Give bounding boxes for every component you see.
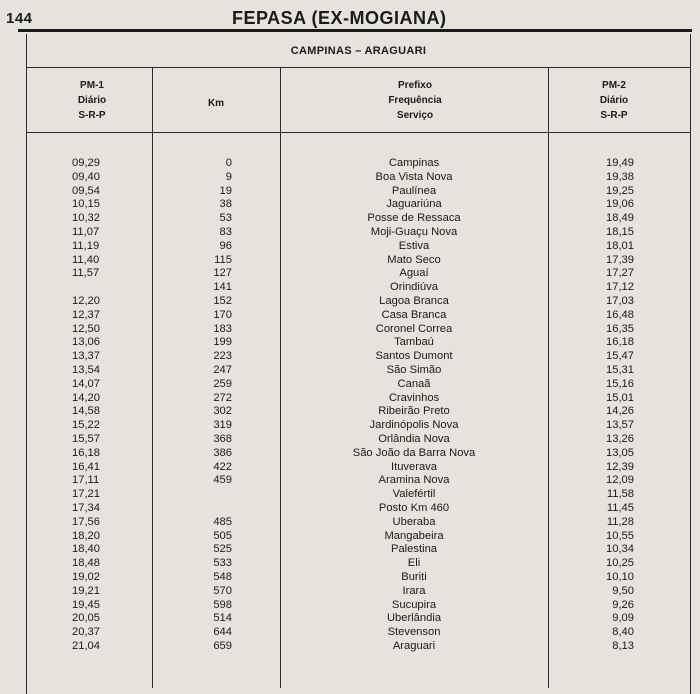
pm1-time-cell: 17,34: [72, 501, 100, 514]
pm1-time-cell: 14,20: [72, 391, 100, 404]
km-cell: 38: [219, 198, 232, 211]
pm2-time-cell: 10,55: [606, 529, 634, 542]
km-cell: 115: [214, 253, 232, 266]
pm1-time-cell: 18,48: [72, 557, 100, 570]
header-rule: [26, 132, 691, 133]
table-row: [0, 557, 700, 571]
km-cell: 368: [213, 432, 232, 445]
table-row: [0, 626, 700, 640]
pm1-time-cell: 16,41: [72, 460, 100, 473]
km-cell: 514: [213, 612, 232, 625]
pm1-time-cell: 10,32: [72, 212, 100, 225]
pm1-time-cell: 18,20: [72, 529, 100, 542]
pm1-time-cell: 12,50: [72, 322, 100, 335]
pm2-time-cell: 19,25: [606, 184, 634, 197]
km-cell: 533: [213, 557, 232, 570]
station-cell: Casa Branca: [381, 308, 447, 321]
pm2-time-cell: 16,35: [606, 322, 634, 335]
pm2-time-cell: 8,13: [612, 639, 634, 652]
pm1-time-cell: 15,22: [72, 419, 100, 432]
station-cell: Santos Dumont: [375, 350, 453, 363]
pm1-time-cell: 11,07: [72, 225, 100, 238]
station-cell: Irara: [402, 584, 426, 597]
column-header-pm1-line: Diário: [77, 95, 107, 106]
station-cell: Aramina Nova: [378, 474, 450, 487]
pm2-time-cell: 15,47: [606, 350, 634, 363]
pm1-time-cell: 17,11: [72, 474, 100, 487]
pm1-time-cell: 15,57: [72, 432, 100, 445]
pm2-time-cell: 17,39: [606, 253, 634, 266]
km-cell: 223: [213, 350, 232, 363]
pm1-time-cell: 19,02: [72, 570, 100, 583]
km-cell: 598: [213, 598, 232, 611]
pm2-time-cell: 16,48: [606, 308, 634, 321]
station-cell: Sucupira: [391, 598, 437, 611]
pm2-time-cell: 10,10: [606, 570, 634, 583]
table-row: [0, 502, 700, 516]
pm2-time-cell: 12,09: [606, 474, 634, 487]
km-cell: 548: [213, 570, 232, 583]
table-row: [0, 599, 700, 613]
column-header-pm2-line: S-R-P: [600, 110, 628, 121]
pm1-time-cell: 09,54: [72, 184, 100, 197]
table-row: [0, 392, 700, 406]
top-rule: [18, 29, 692, 32]
table-row: [0, 543, 700, 557]
column-header-pm2-line: PM-2: [602, 80, 626, 91]
km-cell: 525: [213, 543, 232, 556]
table-row: [0, 198, 700, 212]
station-cell: Buriti: [401, 570, 427, 583]
table-row: [0, 295, 700, 309]
km-cell: 570: [213, 584, 232, 597]
km-cell: 19: [219, 184, 232, 197]
km-cell: 505: [213, 529, 232, 542]
station-cell: Palestina: [390, 543, 438, 556]
pm1-time-cell: 19,45: [72, 598, 100, 611]
column-header-pm1: [62, 78, 122, 123]
station-cell: Jardinópolis Nova: [369, 419, 459, 432]
table-row: [0, 254, 700, 268]
column-header-station-line: Serviço: [396, 110, 434, 121]
column-header-station-line: Prefixo: [398, 80, 432, 91]
pm1-time-cell: 11,57: [72, 267, 100, 280]
pm2-time-cell: 11,45: [606, 501, 634, 514]
pm2-time-cell: 16,18: [606, 336, 634, 349]
km-cell: 183: [213, 322, 232, 335]
table-row: [0, 157, 700, 171]
pm2-time-cell: 10,34: [606, 543, 634, 556]
table-row: [0, 171, 700, 185]
pm1-time-cell: 14,58: [72, 405, 100, 418]
page-title: FEPASA (EX-MOGIANA): [232, 8, 447, 28]
table-row: [0, 323, 700, 337]
table-row: [0, 447, 700, 461]
km-cell: 644: [213, 626, 232, 639]
table-row: [0, 530, 700, 544]
pm2-time-cell: 15,16: [606, 377, 634, 390]
pm2-time-cell: 18,49: [606, 212, 634, 225]
pm2-time-cell: 17,12: [606, 281, 634, 294]
pm2-time-cell: 13,57: [606, 419, 634, 432]
pm1-time-cell: 13,06: [72, 336, 100, 349]
pm1-time-cell: 13,54: [72, 363, 100, 376]
km-cell: 319: [213, 419, 232, 432]
table-row: [0, 433, 700, 447]
pm1-time-cell: 20,37: [72, 626, 100, 639]
station-cell: Boa Vista Nova: [375, 170, 453, 183]
pm1-time-cell: 11,19: [72, 239, 100, 252]
km-cell: 459: [213, 474, 232, 487]
table-row: [0, 336, 700, 350]
table-row: [0, 212, 700, 226]
station-cell: Orlândia Nova: [378, 432, 450, 445]
pm2-time-cell: 19,38: [606, 170, 634, 183]
km-cell: 272: [213, 391, 232, 404]
pm2-time-cell: 9,50: [612, 584, 634, 597]
column-header-station-line: Frequência: [388, 95, 442, 106]
pm2-time-cell: 15,01: [606, 391, 634, 404]
page-number: 144: [6, 10, 33, 27]
station-cell: Orindiúva: [390, 281, 438, 294]
table-row: [0, 267, 700, 281]
station-cell: Paulínea: [391, 184, 437, 197]
station-cell: Uberaba: [392, 515, 436, 528]
pm1-time-cell: 14,07: [72, 377, 100, 390]
station-cell: Araguari: [392, 639, 436, 652]
station-cell: São Simão: [386, 363, 442, 376]
station-cell: Posto Km 460: [378, 501, 450, 514]
column-header-km-line: Km: [207, 98, 225, 109]
km-cell: 485: [213, 515, 232, 528]
pm2-time-cell: 12,39: [606, 460, 634, 473]
table-row: [0, 516, 700, 530]
km-cell: 386: [213, 446, 232, 459]
pm1-time-cell: 09,29: [72, 157, 100, 169]
pm2-time-cell: 17,03: [606, 294, 634, 307]
pm1-time-cell: 17,21: [72, 488, 100, 501]
table-row: [0, 185, 700, 199]
km-cell: 53: [219, 212, 232, 225]
pm2-time-cell: 13,05: [606, 446, 634, 459]
table-row: [0, 309, 700, 323]
station-cell: Posse de Ressaca: [367, 212, 461, 225]
pm2-time-cell: 18,01: [606, 239, 634, 252]
km-cell: 83: [219, 225, 232, 238]
pm1-time-cell: 10,15: [72, 198, 100, 211]
station-cell: Valefértil: [392, 488, 436, 501]
km-cell: 0: [225, 157, 232, 169]
column-header-pm1-line: S-R-P: [78, 110, 106, 121]
pm1-time-cell: 21,04: [72, 639, 100, 652]
station-cell: Eli: [407, 557, 421, 570]
pm1-time-cell: 12,37: [72, 308, 100, 321]
station-cell: Moji-Guaçu Nova: [370, 225, 458, 238]
km-cell: 141: [213, 281, 232, 294]
column-header-pm2-line: Diário: [599, 95, 629, 106]
pm2-time-cell: 11,58: [606, 488, 634, 501]
table-row: [0, 350, 700, 364]
table-row: [0, 226, 700, 240]
pm2-time-cell: 8,40: [612, 626, 634, 639]
table-row: [0, 571, 700, 585]
pm1-time-cell: 12,20: [72, 294, 100, 307]
timetable-rows: [0, 157, 700, 654]
km-cell: 170: [213, 308, 232, 321]
station-cell: Stevenson: [387, 626, 441, 639]
pm1-time-cell: 11,40: [72, 253, 100, 266]
pm1-time-cell: 17,56: [72, 515, 100, 528]
station-cell: Aguaí: [399, 267, 429, 280]
pm1-time-cell: 13,37: [72, 350, 100, 363]
station-cell: Jaguariúna: [386, 198, 442, 211]
km-cell: 199: [213, 336, 232, 349]
pm2-time-cell: 9,09: [612, 612, 634, 625]
pm2-time-cell: 15,31: [606, 363, 634, 376]
km-cell: 302: [213, 405, 232, 418]
table-row: [0, 461, 700, 475]
route-header: CAMPINAS – ARAGUARI: [26, 34, 691, 68]
table-row: [0, 612, 700, 626]
pm1-time-cell: 19,21: [72, 584, 100, 597]
km-cell: 422: [213, 460, 232, 473]
pm2-time-cell: 14,26: [606, 405, 634, 418]
pm2-time-cell: 17,27: [606, 267, 634, 280]
km-cell: 259: [213, 377, 232, 390]
pm2-time-cell: 9,26: [612, 598, 634, 611]
column-header-pm2: [584, 78, 644, 123]
table-row: [0, 378, 700, 392]
table-row: [0, 281, 700, 295]
station-cell: Cravinhos: [388, 391, 440, 404]
pm2-time-cell: 13,26: [606, 432, 634, 445]
table-row: [0, 405, 700, 419]
station-cell: São João da Barra Nova: [352, 446, 476, 459]
column-header-km: [196, 96, 236, 111]
pm2-time-cell: 19,06: [606, 198, 634, 211]
pm1-time-cell: 20,05: [72, 612, 100, 625]
column-header-station: [350, 78, 480, 123]
station-cell: Ribeirão Preto: [378, 405, 450, 418]
pm2-time-cell: 19,49: [606, 157, 634, 169]
station-cell: Mangabeira: [384, 529, 444, 542]
pm2-time-cell: 11,28: [606, 515, 634, 528]
table-row: [0, 488, 700, 502]
table-row: [0, 364, 700, 378]
table-row: [0, 585, 700, 599]
km-cell: 152: [213, 294, 232, 307]
table-row: [0, 419, 700, 433]
column-header-pm1-line: PM-1: [80, 80, 104, 91]
table-row: [0, 640, 700, 654]
station-cell: Estiva: [398, 239, 430, 252]
pm1-time-cell: 16,18: [72, 446, 100, 459]
station-cell: Campinas: [388, 157, 440, 169]
station-cell: Tambaú: [394, 336, 434, 349]
table-row: [0, 474, 700, 488]
pm1-time-cell: 09,40: [72, 170, 100, 183]
station-cell: Uberlândia: [386, 612, 442, 625]
km-cell: 9: [225, 170, 232, 183]
km-cell: 247: [213, 363, 232, 376]
km-cell: 659: [213, 639, 232, 652]
station-cell: Canaã: [397, 377, 431, 390]
km-cell: 127: [213, 267, 232, 280]
km-cell: 96: [219, 239, 232, 252]
station-cell: Coronel Correa: [375, 322, 453, 335]
pm2-time-cell: 18,15: [606, 225, 634, 238]
pm1-time-cell: 18,40: [72, 543, 100, 556]
table-row: [0, 240, 700, 254]
pm2-time-cell: 10,25: [606, 557, 634, 570]
station-cell: Lagoa Branca: [379, 294, 449, 307]
station-cell: Ituverava: [390, 460, 438, 473]
station-cell: Mato Seco: [387, 253, 441, 266]
